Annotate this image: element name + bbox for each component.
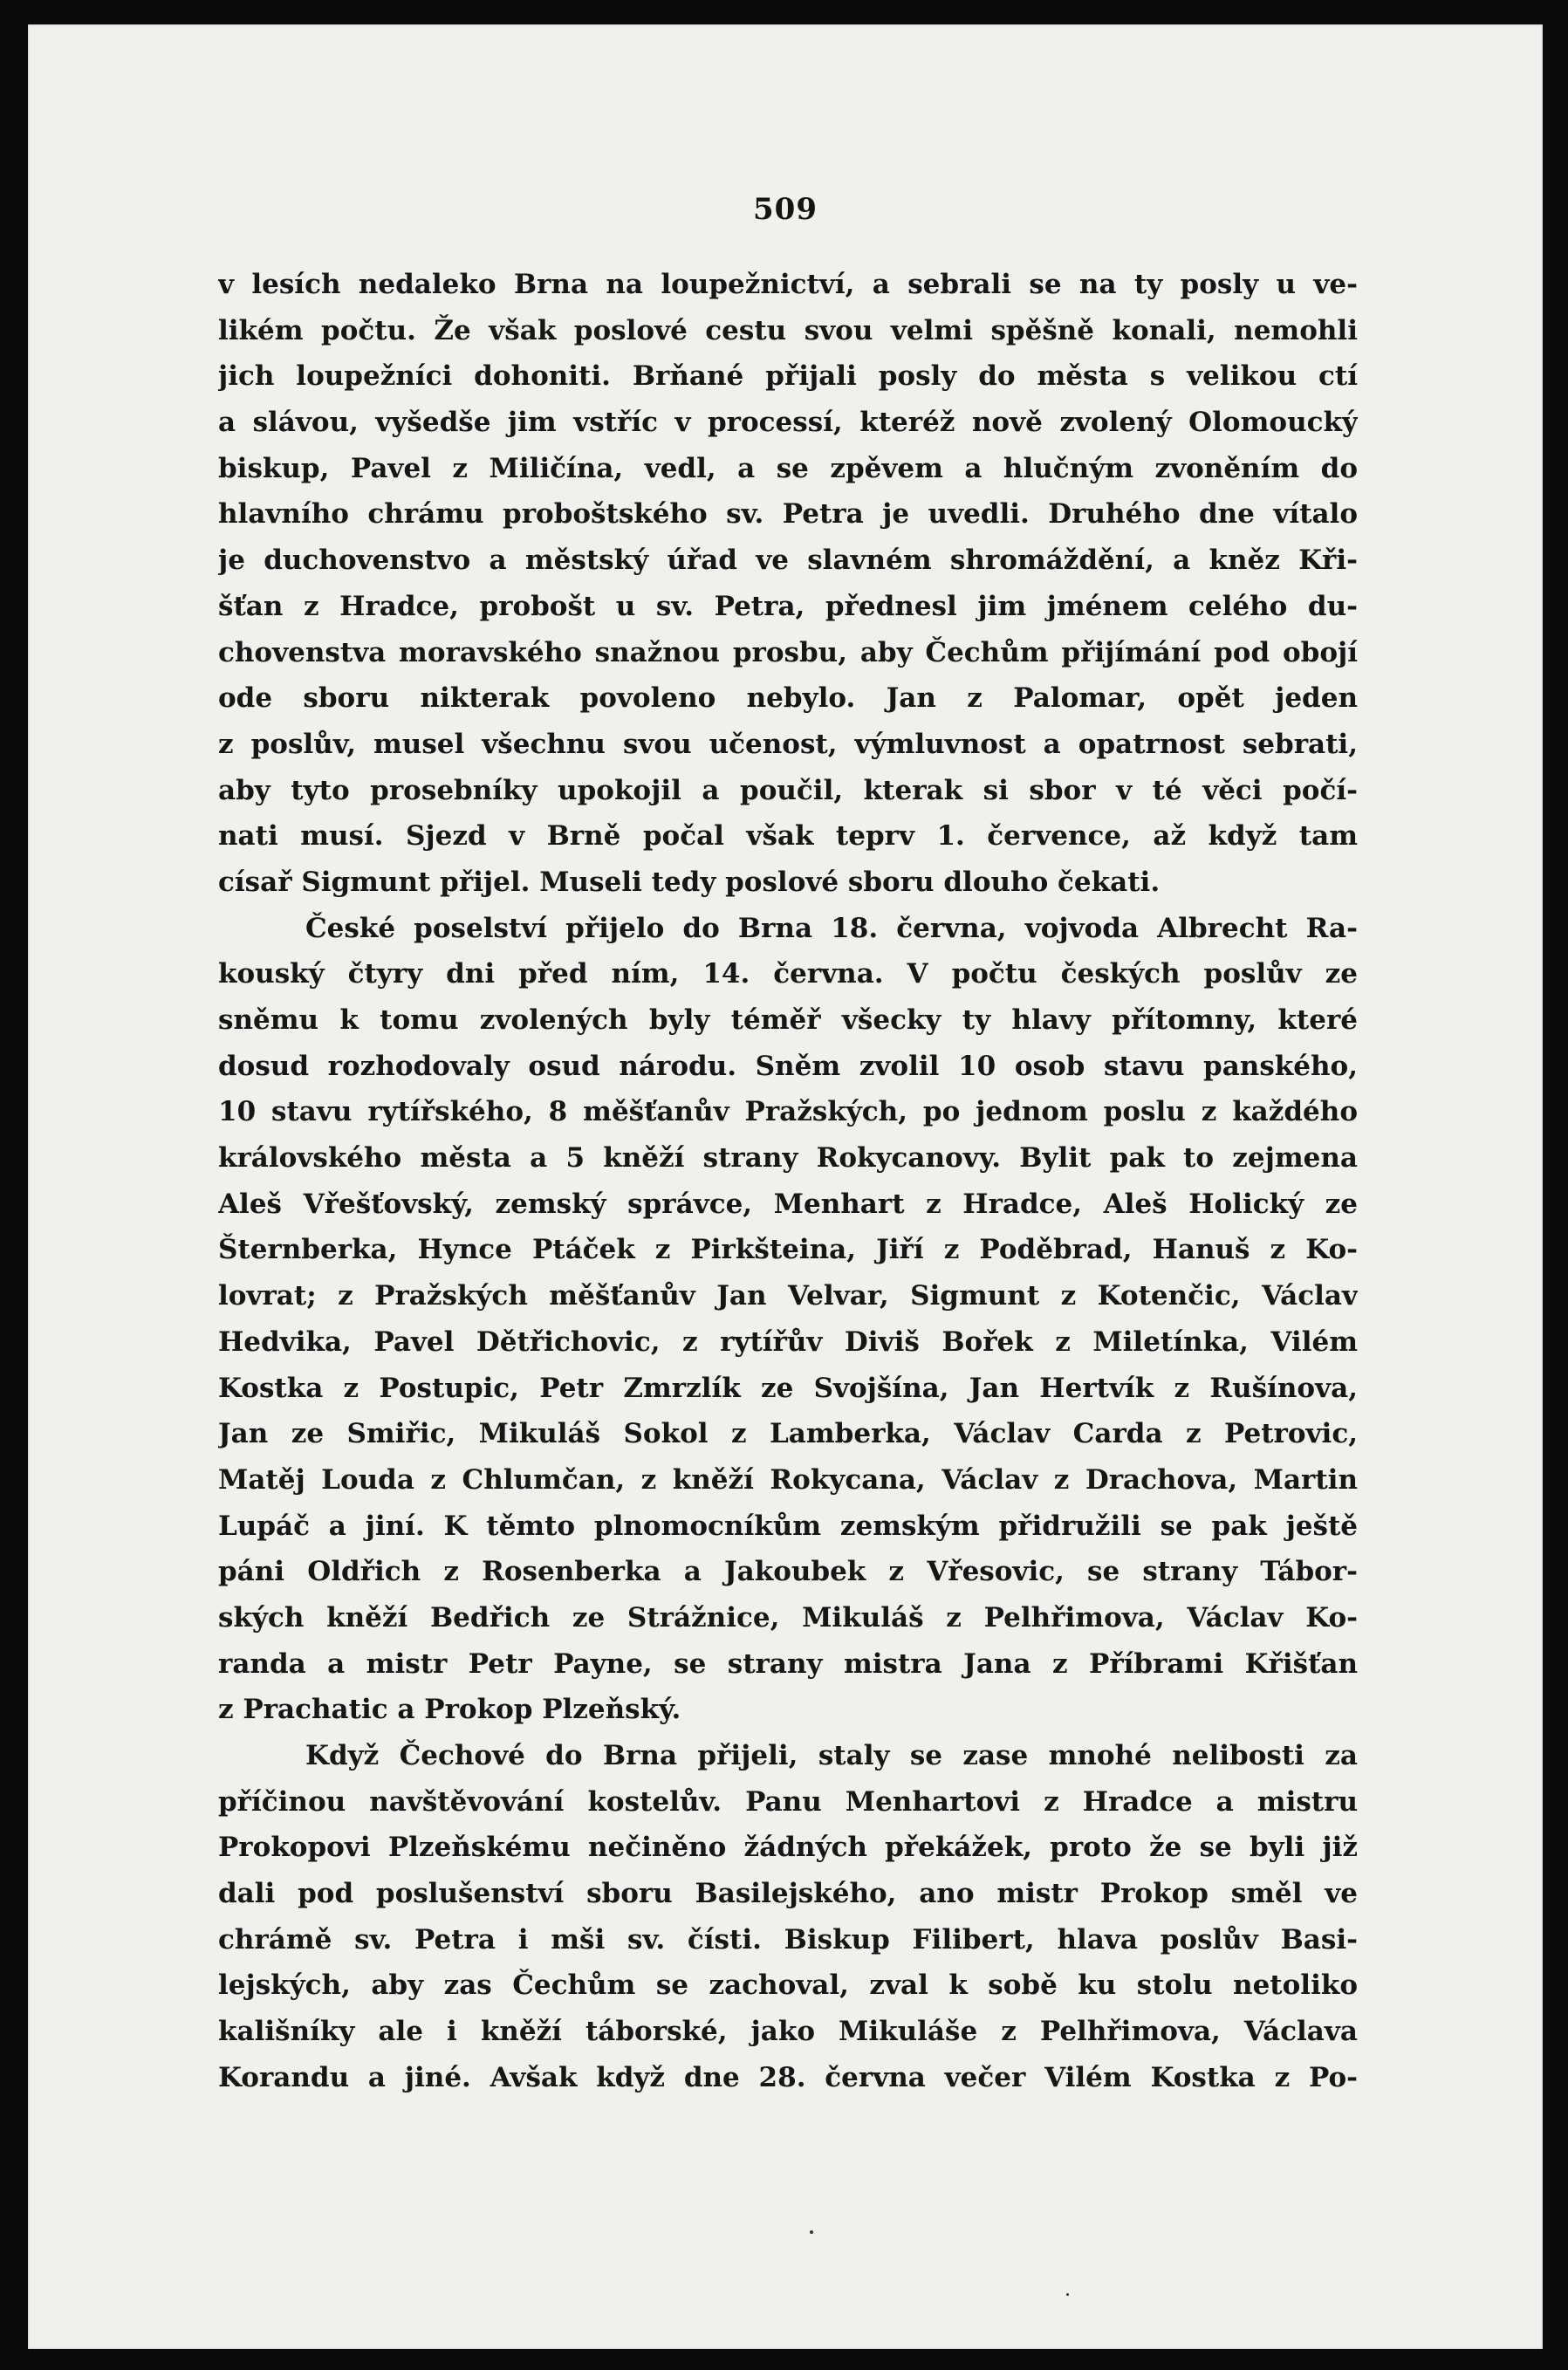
text-line: v lesích nedaleko Brna na loupežnictví, a sebrali se na ty posly u ve- bbox=[218, 269, 1358, 300]
text-line: hlavního chrámu proboštského sv. Petra je uvedli. Druhého dne vítalo bbox=[218, 498, 1358, 531]
text-line: lovrat; z Pražských měšťanův Jan Velvar, Sigmunt z Kotenčic, Václav bbox=[218, 1280, 1358, 1312]
text-line: a slávou, vyšedše jim vstříc v processí, kteréž nově zvolený Olomoucký bbox=[218, 407, 1358, 439]
text-line: Kostka z Postupic, Petr Zmrzlík ze Svojšína, Jan Hertvík z Rušínova, bbox=[218, 1372, 1358, 1404]
text-line: jich loupežníci dohoniti. Brňané přijali posly do města s velikou ctí bbox=[218, 360, 1358, 393]
text-line: z poslův, musel všechnu svou učenost, výmluvnost a opatrnost sebrati, bbox=[218, 728, 1358, 760]
body-text bbox=[218, 262, 1358, 2101]
text-line: kališníky ale i kněží táborské, jako Mikuláše z Pelhřimova, Václava bbox=[218, 2016, 1358, 2048]
text-line: ských kněží Bedřich ze Strážnice, Mikuláš z Pelhřimova, Václav Ko- bbox=[218, 1601, 1358, 1634]
text-line: Prokopovi Plzeňskému nečiněno žádných překážek, proto že se byli již bbox=[218, 1832, 1358, 1864]
text-line: lejských, aby zas Čechům se zachoval, zval k sobě ku stolu netoliko bbox=[218, 1969, 1358, 2002]
text-line: likém počtu. Že však poslové cestu svou velmi spěšně konali, nemohli bbox=[218, 314, 1358, 346]
text-line: biskup, Pavel z Miličína, vedl, a se zpěvem a hlučným zvoněním do bbox=[218, 452, 1358, 484]
text-line: Korandu a jiné. Avšak když dne 28. června večer Vilém Kostka z Po- bbox=[218, 2061, 1358, 2093]
paragraph-start: České poselství přijelo do Brna 18. června, vojvoda Albrecht Ra- bbox=[305, 912, 1358, 944]
text-line: chrámě sv. Petra i mši sv. čísti. Biskup Filibert, hlava poslův Basi- bbox=[218, 1923, 1358, 1956]
text-line: Šternberka, Hynce Ptáček z Pirkšteina, Jiří z Poděbrad, Hanuš z Ko- bbox=[218, 1234, 1358, 1266]
text-line: císař Sigmunt přijel. Museli tedy poslové sboru dlouho čekati. bbox=[218, 866, 1161, 898]
paragraph-start: Když Čechové do Brna přijeli, staly se zase mnohé nelibosti za bbox=[305, 1740, 1358, 1771]
text-line: kouský čtyry dni před ním, 14. června. V počtu českých poslův ze bbox=[218, 958, 1358, 990]
scan-speck bbox=[1066, 2293, 1069, 2296]
text-line: randa a mistr Petr Payne, se strany mistra Jana z Příbrami Křišťan bbox=[218, 1647, 1358, 1680]
text-line: Matěj Louda z Chlumčan, z kněží Rokycana, Václav z Drachova, Martin bbox=[218, 1463, 1358, 1496]
text-line: chovenstva moravského snažnou prosbu, aby Čechům přijímání pod obojí bbox=[218, 636, 1358, 668]
text-line: ode sboru nikterak povoleno nebylo. Jan z Palomar, opět jeden bbox=[218, 682, 1358, 715]
text-line: nati musí. Sjezd v Brně počal však teprv 1. července, až když tam bbox=[218, 820, 1358, 853]
text-line: páni Oldřich z Rosenberka a Jakoubek z Vřesovic, se strany Tábor- bbox=[218, 1556, 1358, 1588]
scan-speck bbox=[810, 2230, 813, 2234]
text-line: příčinou navštěvování kostelův. Panu Menhartovi z Hradce a mistru bbox=[218, 1785, 1358, 1818]
book-page bbox=[28, 24, 1543, 2349]
text-line: dosud rozhodovaly osud národu. Sněm zvolil 10 osob stavu panského, bbox=[218, 1050, 1358, 1082]
text-line: Lupáč a jiní. K těmto plnomocníkům zemským přidružili se pak ještě bbox=[218, 1510, 1358, 1542]
text-line: královského města a 5 kněží strany Rokycanovy. Bylit pak to zejmena bbox=[218, 1142, 1358, 1175]
text-line: dali pod poslušenství sboru Basilejského, ano mistr Prokop směl ve bbox=[218, 1878, 1358, 1910]
text-line: sněmu k tomu zvolených byly téměř všecky ty hlavy přítomny, které bbox=[218, 1004, 1358, 1036]
text-line: Aleš Vřešťovský, zemský správce, Menhart z Hradce, Aleš Holický ze bbox=[218, 1188, 1358, 1220]
text-line: 10 stavu rytířského, 8 měšťanův Pražských, po jednom poslu z každého bbox=[218, 1096, 1358, 1128]
text-line: je duchovenstvo a městský úřad ve slavném shromáždění, a kněz Kři- bbox=[218, 545, 1358, 577]
text-line: Hedvika, Pavel Dětřichovic, z rytířův Diviš Bořek z Miletínka, Vilém bbox=[218, 1325, 1358, 1358]
text-line: Jan ze Smiřic, Mikuláš Sokol z Lamberka, Václav Carda z Petrovic, bbox=[218, 1418, 1358, 1450]
text-line: aby tyto prosebníky upokojil a poučil, kterak si sbor v té věci počí- bbox=[218, 774, 1358, 806]
page-number: 509 bbox=[753, 192, 818, 227]
text-line: šťan z Hradce, probošt u sv. Petra, přednesl jim jménem celého du- bbox=[218, 590, 1358, 622]
text-line: z Prachatic a Prokop Plzeňský. bbox=[218, 1694, 681, 1726]
